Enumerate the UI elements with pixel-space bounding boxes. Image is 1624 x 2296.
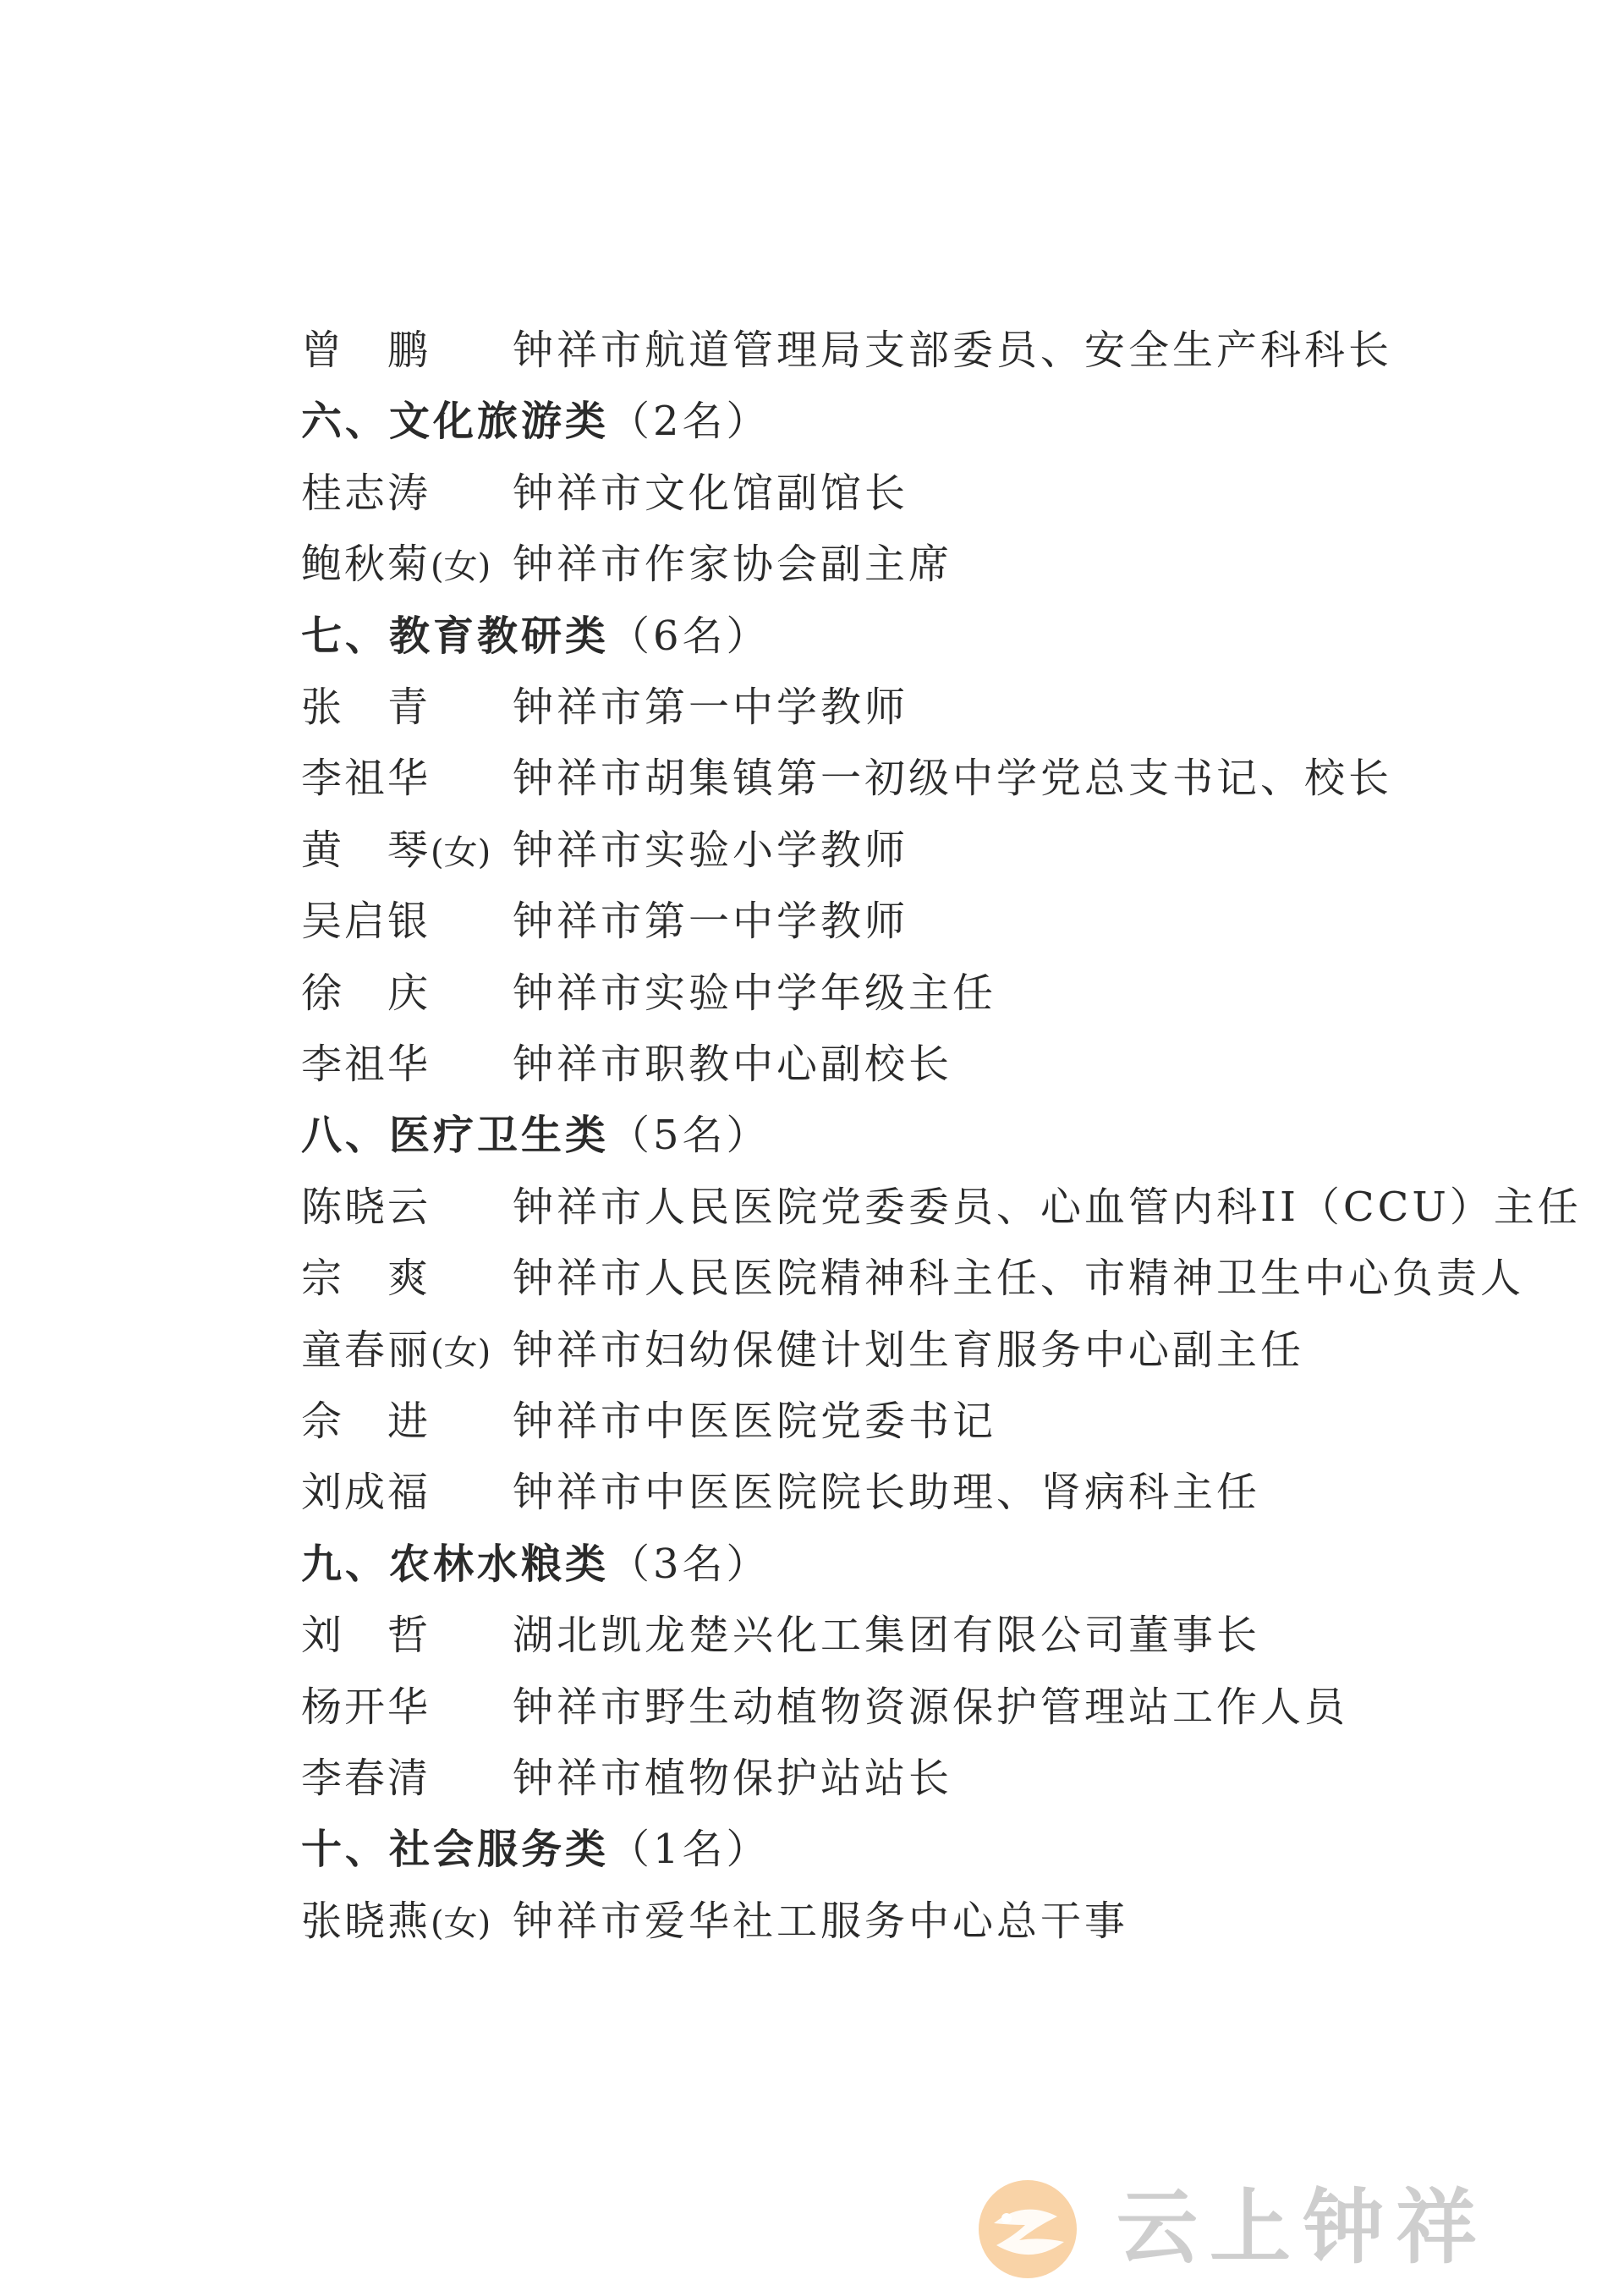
person-name: 曾 鹏 — [301, 327, 431, 374]
section-heading-text: 七、教育教研类 — [301, 612, 610, 660]
person-name: 杨开华 — [301, 1683, 431, 1731]
person-entry — [301, 672, 908, 743]
person-name-cell — [301, 1315, 513, 1388]
person-entry — [301, 958, 996, 1029]
person-entry — [301, 1600, 1260, 1671]
person-entry — [301, 1029, 952, 1100]
person-title: 钟祥市胡集镇第一初级中学党总支书记、校长 — [513, 755, 1393, 803]
person-name-cell — [301, 1172, 513, 1243]
person-name-cell — [301, 1743, 513, 1814]
person-name: 李祖华 — [301, 755, 431, 803]
person-name-cell — [301, 1457, 513, 1528]
person-name-cell — [301, 1672, 513, 1743]
person-title: 钟祥市文化馆副馆长 — [513, 469, 909, 517]
person-name: 李祖华 — [301, 1041, 431, 1088]
person-name: 宗 爽 — [301, 1255, 431, 1303]
person-entry — [301, 1886, 1128, 1957]
person-title: 钟祥市中医医院党委书记 — [513, 1398, 997, 1445]
person-name-cell — [301, 529, 513, 602]
person-name: 桂志涛 — [301, 469, 431, 517]
section-heading — [301, 1100, 771, 1171]
person-name: 吴启银 — [301, 898, 431, 946]
section-count: （5名） — [609, 1112, 771, 1160]
section-heading-text: 九、农林水粮类 — [301, 1540, 610, 1588]
person-name-cell — [301, 958, 513, 1029]
section-count: （1名） — [609, 1826, 771, 1874]
person-name-cell — [301, 1386, 513, 1457]
person-title: 钟祥市作家协会副主席 — [513, 541, 953, 589]
section-count: （2名） — [609, 398, 771, 446]
section-heading-text: 六、文化旅游类 — [301, 398, 610, 446]
person-title: 湖北凯龙楚兴化工集团有限公司董事长 — [513, 1612, 1261, 1660]
person-name: 刘成福 — [301, 1469, 431, 1517]
watermark — [973, 2174, 1616, 2276]
person-name: 刘 哲 — [301, 1612, 431, 1660]
person-title: 钟祥市第一中学教师 — [513, 898, 909, 946]
person-name: 徐 庆 — [301, 969, 431, 1017]
section-heading — [301, 1529, 771, 1600]
person-name-cell — [301, 815, 513, 888]
person-name-cell — [301, 315, 513, 386]
person-name: 童春丽 — [301, 1326, 431, 1374]
person-entry — [301, 1386, 996, 1457]
person-entry — [301, 743, 1392, 814]
person-title: 钟祥市野生动植物资源保护管理站工作人员 — [513, 1683, 1349, 1731]
person-name-cell — [301, 743, 513, 814]
person-entry — [301, 1315, 1304, 1386]
yunshang-zhongxiang-logo-icon — [973, 2174, 1083, 2284]
person-entry — [301, 529, 952, 600]
person-name-cell — [301, 672, 513, 743]
person-title: 钟祥市爱华社工服务中心总干事 — [513, 1897, 1129, 1945]
person-entry — [301, 458, 908, 529]
person-entry — [301, 1243, 1524, 1314]
person-name: 鲍秋菊 — [301, 541, 431, 589]
person-title: 钟祥市植物保护站站长 — [513, 1755, 953, 1802]
person-name: 张 青 — [301, 684, 431, 731]
person-title: 钟祥市实验小学教师 — [513, 826, 909, 874]
person-name-cell — [301, 1029, 513, 1100]
person-name-cell — [301, 1886, 513, 1959]
person-gender: (女) — [431, 547, 491, 587]
person-title: 钟祥市人民医院党委委员、心血管内科II（CCU）主任 — [513, 1183, 1582, 1231]
section-heading — [301, 386, 771, 457]
person-entry — [301, 1743, 952, 1814]
person-name-cell — [301, 1243, 513, 1314]
person-name-cell — [301, 1600, 513, 1671]
person-gender: (女) — [431, 1332, 491, 1372]
person-name-cell — [301, 886, 513, 957]
person-title: 钟祥市实验中学年级主任 — [513, 969, 997, 1017]
section-count: （6名） — [609, 612, 771, 660]
person-entry — [301, 1457, 1260, 1528]
person-title: 钟祥市妇幼保健计划生育服务中心副主任 — [513, 1326, 1305, 1374]
section-count: （3名） — [609, 1540, 771, 1588]
person-name: 陈晓云 — [301, 1183, 431, 1231]
person-title: 钟祥市航道管理局支部委员、安全生产科科长 — [513, 327, 1393, 374]
person-entry — [301, 315, 1392, 386]
section-heading — [301, 601, 771, 672]
person-entry — [301, 815, 908, 886]
person-gender: (女) — [431, 832, 491, 872]
person-title: 钟祥市中医医院院长助理、肾病科主任 — [513, 1469, 1261, 1517]
person-name: 黄 琴 — [301, 826, 431, 874]
person-name: 李春清 — [301, 1755, 431, 1802]
person-entry — [301, 1672, 1348, 1743]
person-name: 佘 进 — [301, 1398, 431, 1445]
person-name-cell — [301, 458, 513, 529]
person-name: 张晓燕 — [301, 1897, 431, 1945]
section-heading-text: 十、社会服务类 — [301, 1826, 610, 1874]
section-heading — [301, 1814, 771, 1885]
watermark-text: 云上钟祥 — [1116, 2180, 1489, 2275]
person-title: 钟祥市第一中学教师 — [513, 684, 909, 731]
person-gender: (女) — [431, 1903, 491, 1943]
section-heading-text: 八、医疗卫生类 — [301, 1112, 610, 1160]
person-title: 钟祥市职教中心副校长 — [513, 1041, 953, 1088]
person-title: 钟祥市人民医院精神科主任、市精神卫生中心负责人 — [513, 1255, 1525, 1303]
person-entry — [301, 886, 908, 957]
person-entry — [301, 1172, 1582, 1243]
